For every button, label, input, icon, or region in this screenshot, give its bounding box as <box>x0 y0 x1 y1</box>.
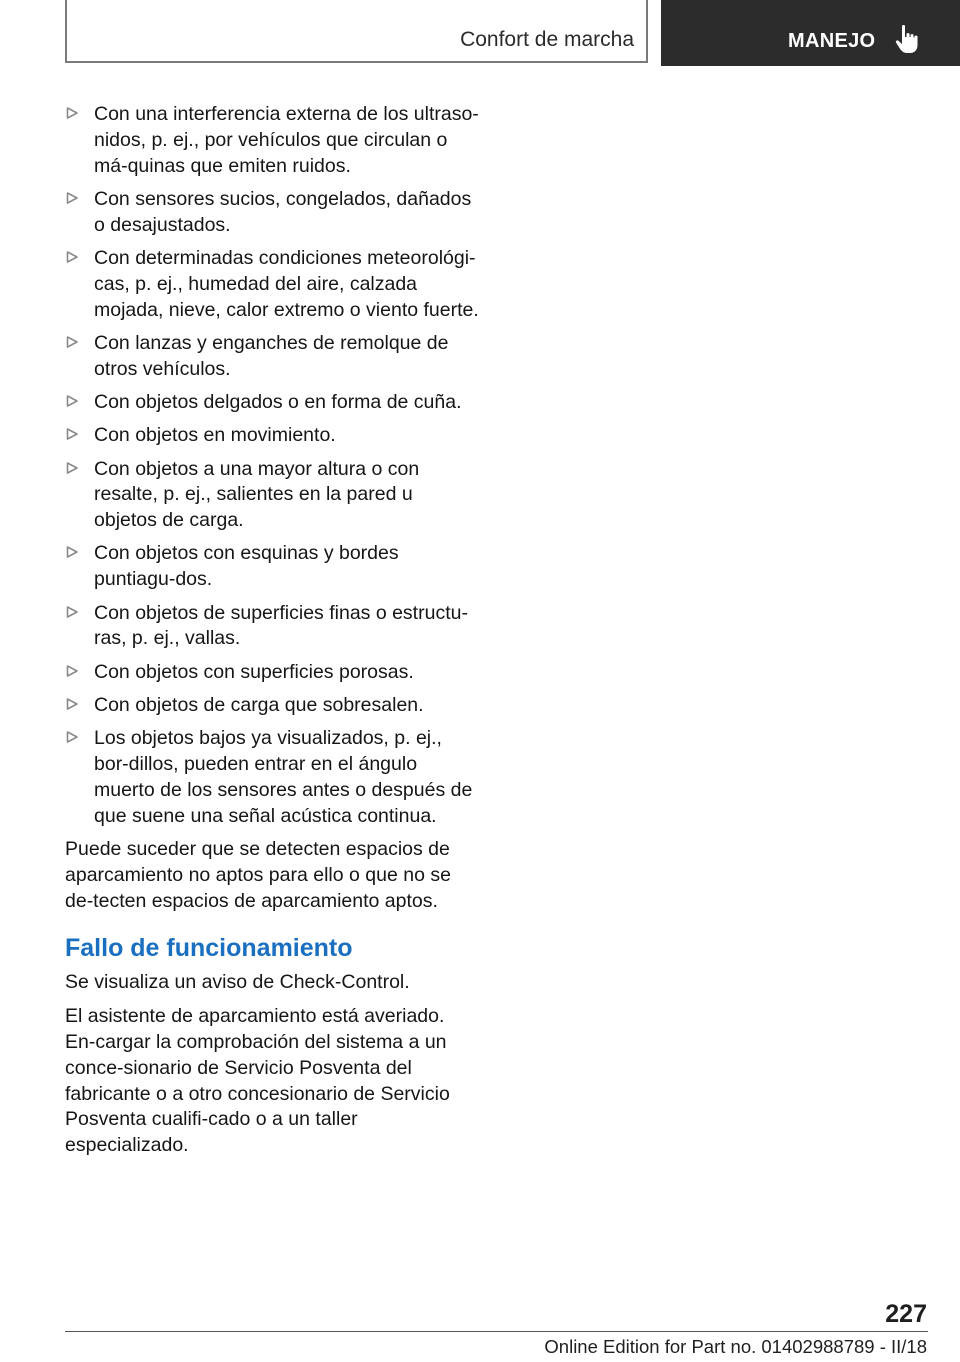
list-item <box>65 331 480 383</box>
section-tab <box>65 0 648 63</box>
list-item <box>65 693 480 719</box>
list-item-text: Los objetos bajos ya visualizados, p. ej., bor-dillos, pueden entrar en el ángulo muerto de los sensores antes o después de que suene una señal acústica continua. <box>94 727 473 827</box>
list-item <box>65 390 480 416</box>
list-item-text: Con determinadas condiciones meteorológi-cas, p. ej., humedad del aire, calzada mojada, nieve, calor extremo o viento fuerte. <box>94 246 479 321</box>
chapter-tab <box>661 0 960 66</box>
list-item <box>65 423 480 449</box>
list-item-text: Con objetos con superficies porosas. <box>94 660 414 683</box>
page-number: 227 <box>885 1300 927 1328</box>
triangle-bullet-icon <box>65 394 79 408</box>
list-item-text: Con objetos a una mayor altura o con resalte, p. ej., salientes en la pared u objetos de carga. <box>94 457 420 532</box>
list-item <box>65 541 480 593</box>
triangle-bullet-icon <box>65 664 79 678</box>
list-item-text: Con objetos delgados o en forma de cuña. <box>94 390 462 413</box>
triangle-bullet-icon <box>65 545 79 559</box>
page-content <box>65 102 480 1167</box>
list-item-text: Con objetos de superficies finas o estructu-ras, p. ej., vallas. <box>94 601 468 650</box>
list-item-text: Con lanzas y enganches de remolque de otros vehículos. <box>94 331 449 380</box>
body-paragraph: El asistente de aparcamiento está averiado. En-cargar la comprobación del sistema a un conce-sionario de Servicio Posventa del fabricante o a otro concesionario de Servicio Posventa cualifi-cado o a un taller especializado. <box>65 1005 450 1157</box>
list-item <box>65 660 480 686</box>
edition-footer: Online Edition for Part no. 01402988789 - II/18 <box>544 1336 927 1357</box>
triangle-bullet-icon <box>65 461 79 475</box>
list-item <box>65 246 480 323</box>
list-item-text: Con una interferencia externa de los ultraso-nidos, p. ej., por vehículos que circulan o má-quinas que emiten ruidos. <box>94 103 479 177</box>
triangle-bullet-icon <box>65 335 79 349</box>
section-title: Confort de marcha <box>460 28 634 51</box>
list-item-text: Con objetos de carga que sobresalen. <box>94 693 424 716</box>
list-item-text: Con objetos con esquinas y bordes puntiagu-dos. <box>94 542 399 591</box>
triangle-bullet-icon <box>65 697 79 711</box>
limitations-list <box>65 102 480 829</box>
triangle-bullet-icon <box>65 191 79 205</box>
triangle-bullet-icon <box>65 730 79 744</box>
footer-divider <box>65 1331 928 1332</box>
triangle-bullet-icon <box>65 605 79 619</box>
list-item <box>65 457 480 534</box>
list-item <box>65 102 480 179</box>
body-paragraph: Puede suceder que se detecten espacios de aparcamiento no aptos para ello o que no se de-tecten espacios de aparcamiento aptos. <box>65 837 451 912</box>
triangle-bullet-icon <box>65 250 79 264</box>
chapter-title: MANEJO <box>788 30 876 52</box>
list-item-text: Con objetos en movimiento. <box>94 424 336 447</box>
list-item <box>65 601 480 653</box>
pointing-hand-icon <box>894 24 922 54</box>
triangle-bullet-icon <box>65 427 79 441</box>
body-paragraph: Se visualiza un aviso de Check-Control. <box>65 971 410 994</box>
list-item-text: Con sensores sucios, congelados, dañados o desajustados. <box>94 187 472 236</box>
page-header <box>0 0 960 66</box>
triangle-bullet-icon <box>65 106 79 120</box>
list-item <box>65 187 480 239</box>
section-heading: Fallo de funcionamiento <box>65 934 353 963</box>
list-item <box>65 726 480 829</box>
